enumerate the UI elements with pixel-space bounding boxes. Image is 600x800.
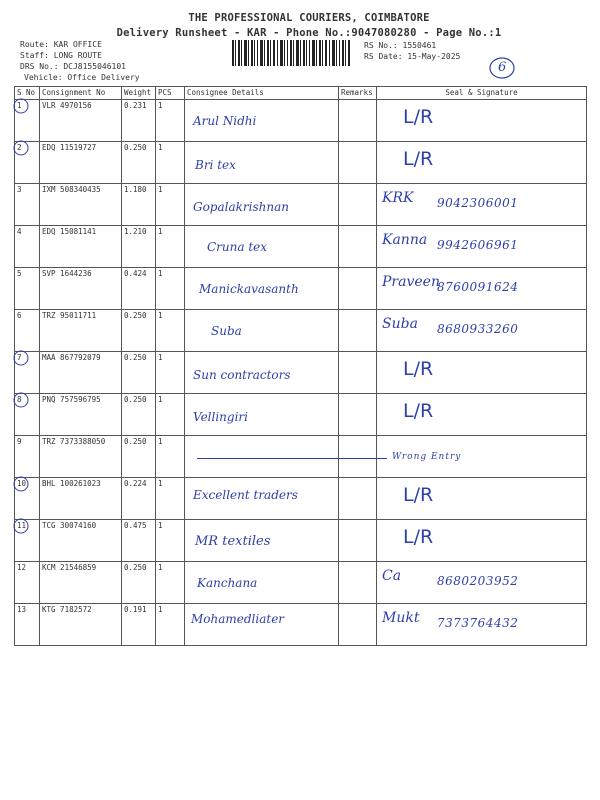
row-consignee (185, 226, 339, 268)
row-consignee (185, 184, 339, 226)
row-pcs: 1 (156, 310, 185, 352)
row-sno (15, 604, 40, 646)
table-row (15, 226, 587, 268)
row-consignment: BHL 100261023 (40, 478, 122, 520)
row-seal (377, 100, 587, 142)
row-pcs: 1 (156, 604, 185, 646)
consignee-handwriting: Sun contractors (193, 368, 291, 382)
row-consignee (185, 394, 339, 436)
signature-scribble: Mukt (382, 610, 420, 626)
consignee-handwriting: Arul Nidhi (193, 114, 257, 128)
row-consignee (185, 562, 339, 604)
row-consignment: EDQ 11519727 (40, 142, 122, 184)
consignee-handwriting: Gopalakrishnan (193, 200, 289, 214)
row-weight: 0.250 (122, 142, 156, 184)
signature-scribble: Kanna (382, 232, 428, 248)
row-weight: 0.231 (122, 100, 156, 142)
signature-phone: 8760091624 (437, 280, 519, 294)
row-remarks (339, 100, 377, 142)
row-pcs: 1 (156, 184, 185, 226)
signature-phone: 8680933260 (437, 322, 519, 336)
row-remarks (339, 184, 377, 226)
signature-scribble: Ca (382, 568, 402, 584)
row-consignee (185, 604, 339, 646)
consignee-handwriting: Cruna tex (207, 240, 268, 254)
row-consignment: IXM 508340435 (40, 184, 122, 226)
row-sno (15, 226, 40, 268)
row-pcs: 1 (156, 436, 185, 478)
row-sno (15, 310, 40, 352)
seal-lr-mark: L/R (403, 358, 434, 380)
signature-phone: 9942606961 (437, 238, 519, 252)
row-seal (377, 478, 587, 520)
seal-lr-mark: L/R (403, 106, 434, 128)
row-remarks (339, 394, 377, 436)
row-consignee (185, 142, 339, 184)
row-consignee (185, 436, 339, 478)
row-sno-text: 7 (17, 353, 22, 362)
col-sno: S No (15, 87, 40, 100)
consignee-handwriting: Vellingiri (193, 410, 249, 424)
wrong-entry-text: Wrong Entry (392, 452, 462, 462)
table-row (15, 184, 587, 226)
row-weight: 0.475 (122, 520, 156, 562)
row-sno (15, 562, 40, 604)
col-consignment: Consignment No (40, 87, 122, 100)
table-row (15, 394, 587, 436)
row-weight: 1.180 (122, 184, 156, 226)
seal-lr-mark: L/R (403, 400, 434, 422)
table-row (15, 310, 587, 352)
row-sno (15, 352, 40, 394)
col-seal: Seal & Signature (377, 87, 587, 100)
route-label: Route: KAR OFFICE (20, 40, 102, 49)
runsheet-title: THE PROFESSIONAL COURIERS, COIMBATORE (188, 12, 430, 24)
table-row (15, 478, 587, 520)
runsheet-subtitle: Delivery Runsheet - KAR - Phone No.:9047080280 - Page No.:1 (116, 27, 502, 39)
row-consignment: KTG 7182572 (40, 604, 122, 646)
row-consignee (185, 352, 339, 394)
table-row (15, 562, 587, 604)
table-row (15, 142, 587, 184)
row-pcs: 1 (156, 268, 185, 310)
row-sno (15, 478, 40, 520)
row-seal (377, 352, 587, 394)
seal-lr-mark: L/R (403, 148, 434, 170)
seal-lr-mark: L/R (403, 484, 434, 506)
row-pcs: 1 (156, 562, 185, 604)
row-remarks (339, 310, 377, 352)
row-seal (377, 436, 587, 478)
row-remarks (339, 352, 377, 394)
row-consignee (185, 100, 339, 142)
row-seal (377, 184, 587, 226)
col-consignee: Consignee Details (185, 87, 339, 100)
staff-label: Staff: LONG ROUTE (20, 51, 102, 60)
table-header-row (15, 87, 587, 100)
row-seal (377, 394, 587, 436)
row-remarks (339, 226, 377, 268)
row-consignment: TCG 30074160 (40, 520, 122, 562)
consignee-handwriting: Kanchana (197, 576, 258, 590)
row-remarks (339, 436, 377, 478)
row-weight: 0.250 (122, 436, 156, 478)
row-remarks (339, 478, 377, 520)
row-consignment: TRZ 7373388050 (40, 436, 122, 478)
table-row (15, 100, 587, 142)
row-weight: 0.191 (122, 604, 156, 646)
row-consignee (185, 520, 339, 562)
row-pcs: 1 (156, 142, 185, 184)
table-row (15, 352, 587, 394)
page-mark-number: 6 (498, 60, 507, 75)
row-sno-text: 5 (17, 269, 22, 278)
consignee-handwriting: Bri tex (195, 158, 236, 172)
row-sno-text: 4 (17, 227, 22, 236)
row-weight: 0.224 (122, 478, 156, 520)
row-weight: 1.210 (122, 226, 156, 268)
row-pcs: 1 (156, 478, 185, 520)
row-sno-text: 2 (17, 143, 22, 152)
barcode (232, 40, 350, 66)
drs-label: DRS No.: DCJ8155046101 (20, 62, 126, 71)
row-sno (15, 142, 40, 184)
row-pcs: 1 (156, 352, 185, 394)
row-sno (15, 184, 40, 226)
row-seal (377, 310, 587, 352)
row-consignment: VLR 4970156 (40, 100, 122, 142)
vehicle-label: Vehicle: Office Delivery (24, 73, 140, 82)
row-consignee (185, 268, 339, 310)
row-consignment: KCM 21546859 (40, 562, 122, 604)
row-sno-text: 13 (17, 605, 27, 614)
page-mark (489, 57, 515, 79)
runsheet-table (14, 86, 587, 646)
row-sno (15, 394, 40, 436)
table-row (15, 436, 587, 478)
row-seal (377, 520, 587, 562)
row-weight: 0.250 (122, 562, 156, 604)
consignee-handwriting: Excellent traders (193, 488, 298, 502)
row-sno-text: 8 (17, 395, 22, 404)
row-sno (15, 268, 40, 310)
row-weight: 0.250 (122, 352, 156, 394)
row-consignee (185, 310, 339, 352)
rs-number: RS No.: 1550461 (364, 41, 437, 50)
table-row (15, 520, 587, 562)
col-weight: Weight (122, 87, 156, 100)
row-pcs: 1 (156, 100, 185, 142)
row-remarks (339, 142, 377, 184)
signature-phone: 8680203952 (437, 574, 519, 588)
rs-date: RS Date: 15-May-2025 (364, 52, 461, 61)
signature-scribble: Praveen (382, 274, 440, 290)
signature-phone: 9042306001 (437, 196, 519, 210)
row-remarks (339, 604, 377, 646)
row-pcs: 1 (156, 394, 185, 436)
row-seal (377, 604, 587, 646)
signature-scribble: KRK (382, 190, 414, 206)
row-sno (15, 436, 40, 478)
seal-lr-mark: L/R (403, 526, 434, 548)
row-consignment: EDQ 15081141 (40, 226, 122, 268)
row-seal (377, 268, 587, 310)
row-pcs: 1 (156, 226, 185, 268)
col-remarks: Remarks (339, 87, 377, 100)
wrong-entry-line (197, 458, 387, 459)
row-consignment: SVP 1644236 (40, 268, 122, 310)
row-seal (377, 226, 587, 268)
consignee-handwriting: MR textiles (195, 534, 271, 549)
row-sno-text: 1 (17, 101, 22, 110)
signature-scribble: Suba (382, 316, 418, 332)
row-sno-text: 6 (17, 311, 22, 320)
row-weight: 0.250 (122, 310, 156, 352)
table-row (15, 268, 587, 310)
row-sno-text: 9 (17, 437, 22, 446)
row-pcs: 1 (156, 520, 185, 562)
row-sno-text: 11 (17, 521, 27, 530)
col-pcs: PCS (156, 87, 185, 100)
row-remarks (339, 520, 377, 562)
row-weight: 0.424 (122, 268, 156, 310)
row-weight: 0.250 (122, 394, 156, 436)
row-sno (15, 100, 40, 142)
row-consignment: MAA 867792079 (40, 352, 122, 394)
row-sno-text: 12 (17, 563, 27, 572)
consignee-handwriting: Suba (211, 324, 242, 338)
signature-phone: 7373764432 (437, 616, 519, 630)
row-seal (377, 142, 587, 184)
row-sno-text: 3 (17, 185, 22, 194)
consignee-handwriting: Mohamedliater (191, 612, 285, 626)
row-remarks (339, 268, 377, 310)
row-sno-text: 10 (17, 479, 27, 488)
row-seal (377, 562, 587, 604)
row-consignee (185, 478, 339, 520)
table-row (15, 604, 587, 646)
consignee-handwriting: Manickavasanth (199, 282, 299, 296)
row-consignment: PNQ 757596795 (40, 394, 122, 436)
row-consignment: TRZ 95011711 (40, 310, 122, 352)
row-remarks (339, 562, 377, 604)
row-sno (15, 520, 40, 562)
